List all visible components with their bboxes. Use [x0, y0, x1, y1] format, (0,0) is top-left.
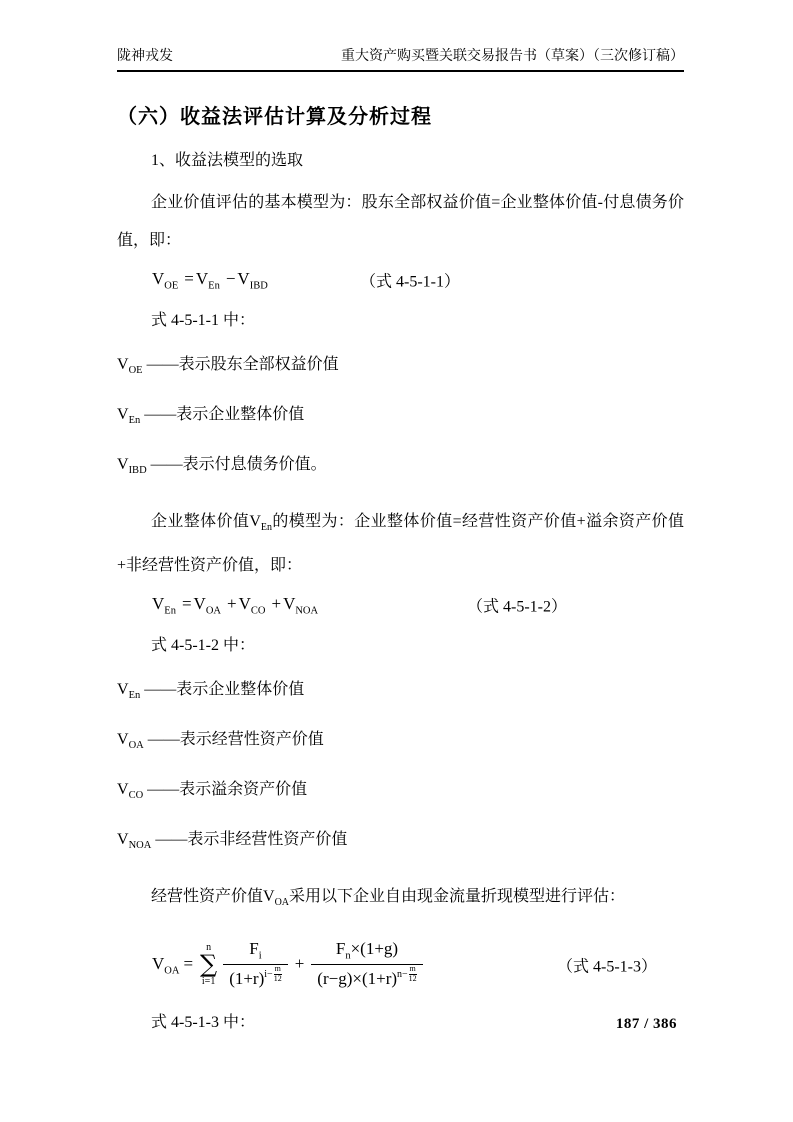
definition-text: ——表示经营性资产价值	[147, 730, 324, 748]
equation-voe	[152, 269, 268, 291]
var-symbol	[117, 730, 144, 752]
equals-sign: =	[183, 953, 194, 973]
definition-vnoa	[117, 825, 684, 861]
minus-sign: −	[225, 268, 236, 288]
var-subscript: OE	[128, 365, 143, 377]
definition-text: ——表示企业整体价值	[144, 406, 305, 424]
sigma-icon: ∑	[200, 950, 218, 979]
header-company-name: 陇神戎发	[117, 49, 173, 64]
var-subscript: OA	[274, 896, 290, 908]
var-base: V	[283, 593, 296, 613]
plus-sign: +	[227, 593, 237, 613]
var-base: V	[152, 268, 165, 288]
inline-var-ven	[249, 512, 272, 533]
var-base: V	[117, 456, 129, 474]
var-base: V	[117, 406, 129, 424]
var-base: V	[117, 831, 129, 849]
var-base: V	[249, 512, 261, 530]
var-base: V	[193, 593, 206, 613]
paragraph-text: 企业整体价值	[151, 512, 250, 530]
definition-ven	[117, 400, 684, 436]
sum-lower-limit: i=1	[201, 976, 216, 988]
fraction-discount-term	[223, 939, 288, 991]
equation-label: （式 4-5-1-1）	[360, 273, 460, 291]
var-base: V	[238, 593, 251, 613]
equation-voa-dcf	[152, 939, 426, 991]
var-subscript: n	[345, 949, 351, 961]
definition-voa	[117, 725, 684, 761]
var-subscript: NOA	[128, 840, 152, 852]
exponent-fraction-denominator: 12	[408, 974, 417, 984]
fraction-denominator	[223, 964, 288, 991]
var-subscript: CO	[128, 790, 144, 802]
definition-text: ——表示付息债务价值。	[150, 456, 327, 474]
var-subscript: CO	[250, 604, 266, 616]
var-base: V	[117, 730, 129, 748]
formula-4-5-1-2	[117, 585, 684, 625]
exponent-fraction	[274, 965, 282, 984]
var-subscript: En	[164, 604, 176, 616]
fraction-denominator	[311, 964, 422, 991]
var-subscript: En	[208, 280, 220, 292]
subsection-title: 1、收益法模型的选取	[151, 152, 304, 169]
exponent-fraction	[409, 965, 417, 984]
var-subscript: OA	[205, 604, 221, 616]
definition-vibd	[117, 450, 684, 486]
exponent	[264, 965, 281, 984]
var-symbol	[117, 456, 147, 477]
var-symbol	[117, 356, 143, 377]
exponent	[397, 965, 417, 984]
var-subscript: En	[260, 521, 272, 533]
header-report-title: 重大资产购买暨关联交易报告书（草案）（三次修订稿）	[341, 49, 684, 64]
definition-ven-2	[117, 675, 684, 711]
var-base: V	[263, 887, 275, 905]
equation-note-2: 式 4-5-1-2 中：	[151, 636, 255, 654]
paragraph-enterprise-model	[117, 503, 684, 585]
definition-voe	[117, 350, 684, 386]
fraction-numerator	[330, 939, 404, 964]
var-subscript: En	[128, 415, 141, 427]
numerator-text: ×(1+g)	[350, 938, 399, 958]
var-base: V	[152, 593, 165, 613]
var-base: F	[249, 938, 259, 958]
var-base: V	[152, 953, 165, 973]
equation-note-1: 式 4-5-1-1 中：	[151, 312, 255, 329]
definition-text: ——表示股东全部权益价值	[146, 356, 339, 373]
paragraph-text: 经营性资产价值	[151, 887, 264, 905]
definition-text: ——表示企业整体价值	[144, 680, 305, 698]
fraction-numerator	[243, 939, 267, 964]
definition-text: ——表示非经营性资产价值	[155, 831, 348, 849]
var-symbol	[117, 781, 144, 802]
exponent-fraction-denominator: 12	[273, 974, 282, 984]
paragraph-text: 的模型为：企业整体价值=经营性资产价值+溢余资产价值+非经营性资产价值，即：	[117, 512, 684, 574]
var-base: V	[117, 680, 129, 698]
exponent-prefix: n−	[397, 969, 408, 981]
var-base: F	[335, 938, 346, 958]
var-base: V	[195, 268, 209, 288]
var-base: V	[237, 268, 250, 288]
paragraph-basic-model: 企业价值评估的基本模型为：股东全部权益价值=企业整体价值-付息债务价值，即：	[117, 194, 684, 249]
equation-label: （式 4-5-1-2）	[467, 598, 567, 616]
var-symbol	[117, 831, 152, 852]
plus-sign: +	[294, 953, 305, 973]
exponent-fraction-numerator: m	[409, 964, 416, 974]
equation-note-3: 式 4-5-1-3 中：	[151, 1013, 255, 1031]
exponent-fraction-numerator: m	[274, 964, 281, 974]
equals-sign: =	[184, 268, 194, 288]
var-symbol	[117, 406, 141, 427]
formula-4-5-1-3	[117, 928, 684, 1002]
var-subscript: OA	[164, 964, 180, 976]
document-content	[117, 0, 684, 1038]
equation-label: （式 4-5-1-3）	[557, 958, 657, 976]
var-subscript: IBD	[128, 465, 147, 477]
var-subscript: i	[258, 949, 262, 961]
section-title: （六）收益法评估计算及分析过程	[117, 106, 432, 128]
var-subscript: IBD	[249, 280, 268, 292]
var-subscript: OA	[128, 740, 144, 752]
equals-sign: =	[181, 593, 192, 613]
plus-sign: +	[271, 593, 282, 613]
var-subscript: NOA	[295, 604, 319, 616]
fraction-terminal-term	[311, 939, 422, 991]
definition-text: ——表示溢余资产价值	[147, 781, 308, 799]
denominator-text: (1+r)	[229, 969, 265, 989]
page-number: 187 / 386	[615, 1016, 677, 1032]
paragraph-dcf-model	[117, 878, 684, 922]
sum-upper-limit: n	[206, 942, 212, 954]
exponent-prefix: i−	[264, 969, 273, 981]
definition-vco	[117, 775, 684, 811]
var-base: V	[117, 781, 129, 799]
equation-ven	[152, 594, 318, 616]
var-base: V	[117, 356, 129, 373]
var-subscript: OE	[164, 280, 179, 292]
summation-symbol	[200, 942, 217, 987]
denominator-text: (r−g)×(1+r)	[317, 969, 398, 989]
inline-var-voa	[263, 887, 290, 908]
var-subscript: En	[128, 689, 141, 701]
formula-4-5-1-1	[117, 260, 684, 300]
paragraph-text: 采用以下企业自由现金流量折现模型进行评估：	[289, 887, 626, 905]
var-symbol	[117, 680, 141, 701]
